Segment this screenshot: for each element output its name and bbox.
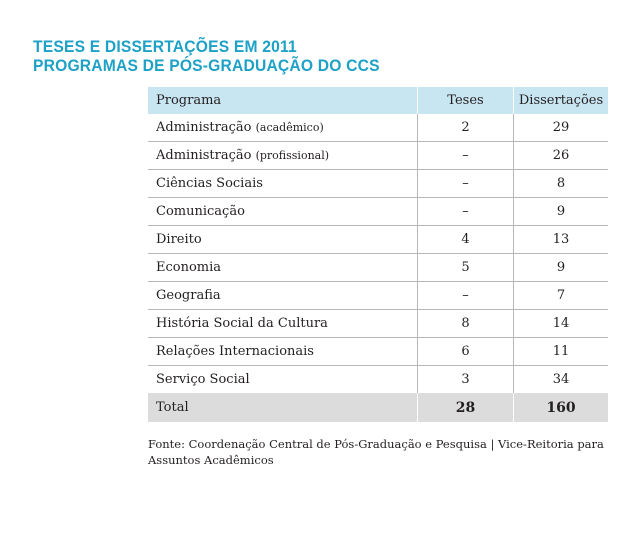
table-row [148, 114, 608, 142]
cell-teses: 5 [418, 254, 514, 282]
program-qualifier: (profissional) [255, 149, 330, 162]
table-row [148, 310, 608, 338]
cell-teses: 6 [418, 338, 514, 366]
cell-teses: – [418, 198, 514, 226]
program-name: Geografia [156, 288, 221, 303]
program-name: Ciências Sociais [156, 176, 263, 191]
cell-programa [148, 310, 418, 338]
table-row [148, 282, 608, 310]
header-teses: Teses [418, 87, 514, 114]
table-row [148, 254, 608, 282]
table-row [148, 170, 608, 198]
cell-programa [148, 338, 418, 366]
cell-teses: – [418, 142, 514, 170]
cell-dissertacoes: 11 [514, 338, 609, 366]
header-programa: Programa [148, 87, 418, 114]
program-name: Relações Internacionais [156, 344, 314, 359]
cell-dissertacoes: 7 [514, 282, 609, 310]
cell-programa [148, 114, 418, 142]
cell-dissertacoes: 14 [514, 310, 609, 338]
data-table-container [148, 87, 608, 422]
cell-teses: – [418, 170, 514, 198]
page-title [33, 37, 380, 75]
total-teses: 28 [418, 393, 514, 422]
cell-programa [148, 170, 418, 198]
cell-programa [148, 366, 418, 394]
program-name: Serviço Social [156, 372, 250, 387]
table-row [148, 338, 608, 366]
cell-programa [148, 282, 418, 310]
program-name: Direito [156, 232, 202, 247]
cell-teses: 2 [418, 114, 514, 142]
header-dissertacoes: Dissertações [514, 87, 609, 114]
table-header-row [148, 87, 608, 114]
table-row [148, 198, 608, 226]
program-name: Administração [156, 120, 252, 135]
cell-programa [148, 254, 418, 282]
cell-programa [148, 226, 418, 254]
cell-teses: – [418, 282, 514, 310]
table-row [148, 366, 608, 394]
data-table [148, 87, 608, 422]
table-row [148, 226, 608, 254]
table-body [148, 114, 608, 393]
cell-teses: 4 [418, 226, 514, 254]
cell-dissertacoes: 9 [514, 254, 609, 282]
cell-dissertacoes: 8 [514, 170, 609, 198]
program-name: Administração [156, 148, 252, 163]
program-name: Comunicação [156, 204, 245, 219]
cell-dissertacoes: 34 [514, 366, 609, 394]
total-dissertacoes: 160 [514, 393, 609, 422]
table-row [148, 142, 608, 170]
cell-teses: 3 [418, 366, 514, 394]
cell-programa [148, 142, 418, 170]
program-name: Economia [156, 260, 222, 275]
program-qualifier: (acadêmico) [255, 121, 324, 134]
cell-dissertacoes: 9 [514, 198, 609, 226]
cell-teses: 8 [418, 310, 514, 338]
source-footnote: Fonte: Coordenação Central de Pós-Graduação e Pesquisa | Vice-Reitoria para Assuntos Acadêmicos [148, 437, 604, 467]
title-line-1: TESES E DISSERTAÇÕES EM 2011 [33, 37, 297, 56]
program-name: História Social da Cultura [156, 316, 328, 331]
cell-programa [148, 198, 418, 226]
cell-dissertacoes: 29 [514, 114, 609, 142]
total-label: Total [148, 393, 418, 422]
cell-dissertacoes: 26 [514, 142, 609, 170]
total-row [148, 393, 608, 422]
title-line-2: PROGRAMAS DE PÓS-GRADUAÇÃO DO CCS [33, 56, 380, 75]
cell-dissertacoes: 13 [514, 226, 609, 254]
